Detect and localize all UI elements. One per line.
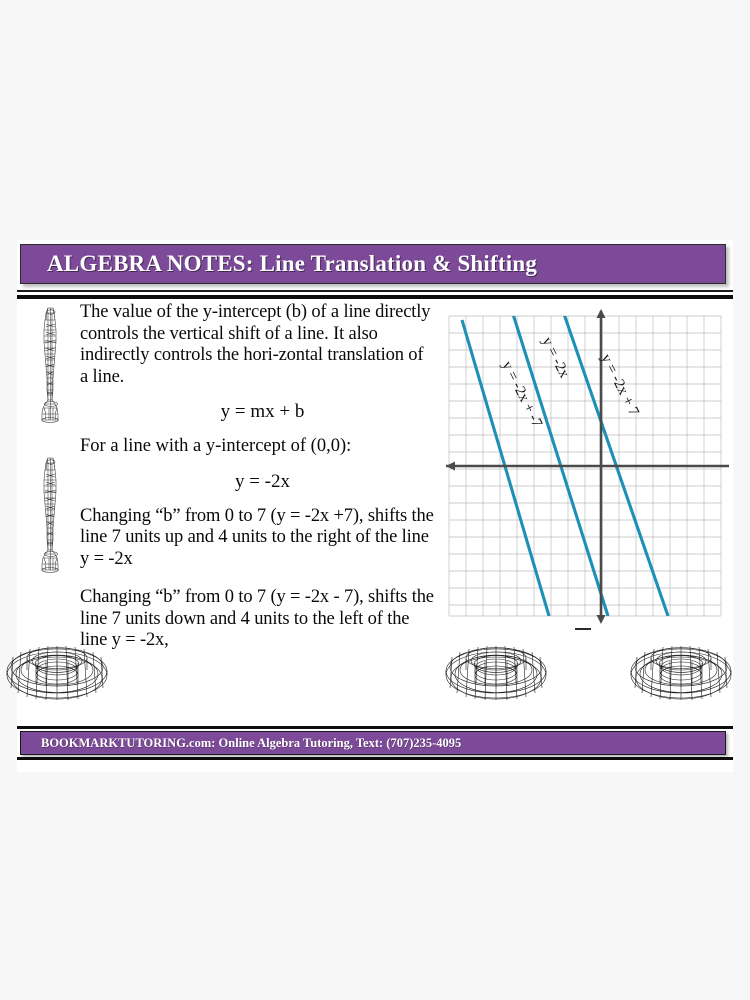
- footer-rule-bottom: [17, 757, 733, 760]
- wireframe-torus-icon: [444, 645, 548, 705]
- label-line-minus-7: y = -2x + -7: [498, 358, 545, 431]
- paragraph-4: Changing “b” from 0 to 7 (y = -2x - 7), shifts the line 7 units down and 4 units to the left of the line y = -2x,: [80, 587, 434, 650]
- paragraph-1: The value of the y-intercept (b) of a line directly controls the vertical shift of a line. It also indirectly controls the hori-zontal translation of a line.: [80, 302, 431, 387]
- paragraph-3: Changing “b” from 0 to 7 (y = -2x +7), shifts the line 7 units up and 4 units to the right of the line y = -2x: [80, 505, 434, 569]
- label-line-base: y = -2x: [538, 334, 573, 381]
- wireframe-torus-icon: [5, 645, 109, 705]
- footer-contact-text: BOOKMARKTUTORING.com: Online Algebra Tutoring, Text: (707)235-4095: [41, 735, 462, 750]
- equation-slope-intercept: y = mx + b: [220, 401, 305, 422]
- header-rule-thin: [17, 290, 733, 292]
- poster-card: [17, 240, 733, 772]
- content-area: [17, 302, 733, 692]
- lesson-text-block: [80, 302, 435, 652]
- wireframe-column-icon: [31, 454, 71, 574]
- label-line-plus-7: y = -2x + 7: [597, 351, 642, 419]
- wireframe-torus-icon: [629, 645, 733, 705]
- page-title: ALGEBRA NOTES: Line Translation & Shifting: [47, 251, 538, 276]
- paragraph-2: For a line with a y-intercept of (0,0):: [80, 436, 352, 456]
- header-banner: [20, 244, 726, 284]
- footer-rule-top: [17, 726, 733, 729]
- coordinate-graph: [444, 302, 729, 632]
- wireframe-column-icon: [31, 304, 71, 424]
- header-rule-thick: [17, 295, 733, 299]
- footer-banner: [20, 731, 726, 755]
- equation-base-line: y = -2x: [234, 470, 291, 492]
